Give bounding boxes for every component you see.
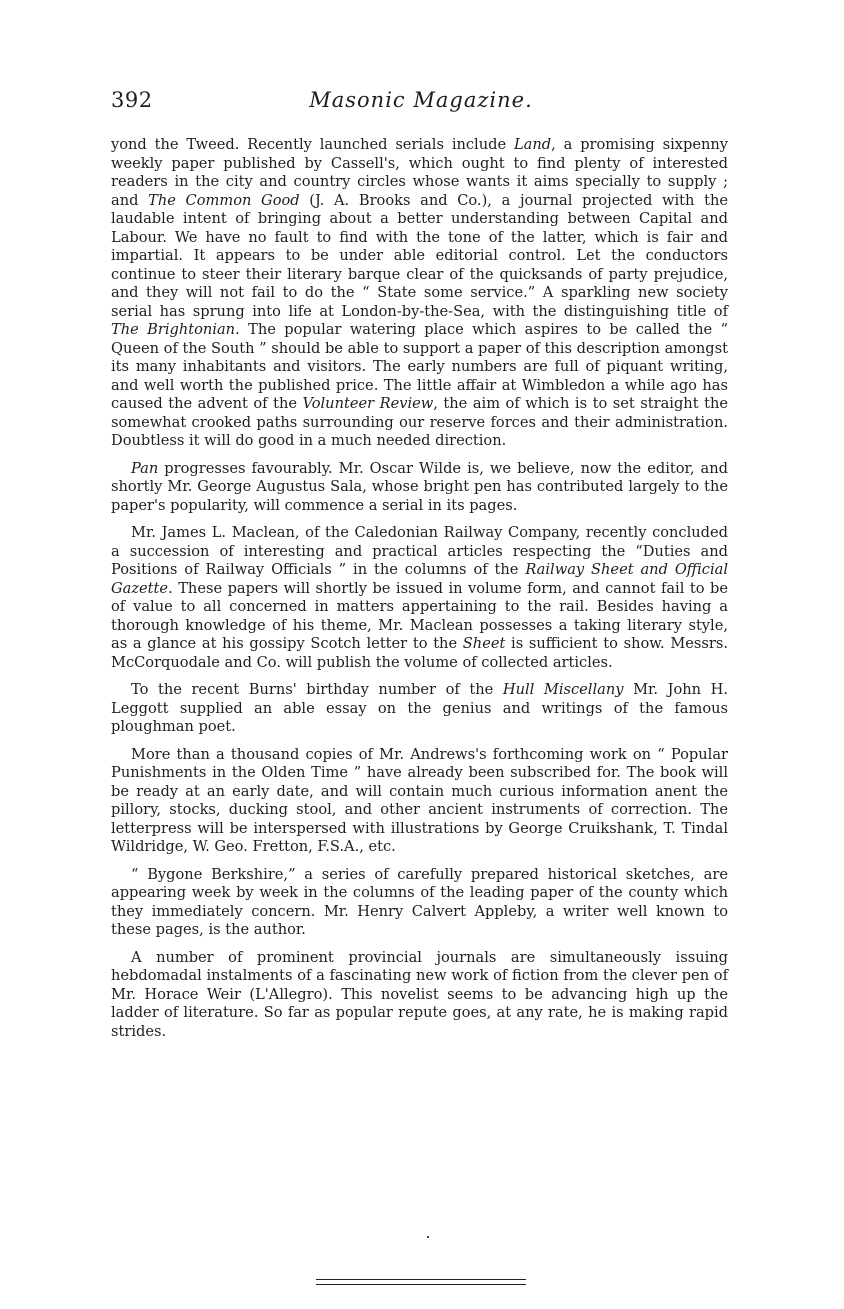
paragraph-text: is sufficient to show. Messrs. McCorquodale and Co. will publish the volume of collected articles. — [111, 635, 729, 671]
paragraph — [111, 746, 728, 857]
paragraph-text: “ Bygone Berkshire,” a series of carefully prepared historical sketches, are appearing week by week in the columns of the leading paper of the county which they immediately concern. Mr. Henry Calvert Appleby, a writer well known to these pages, is the author. — [111, 865, 728, 938]
paragraph-text: . These papers will shortly be issued in volume form, and cannot fail to be of value to all concerned in matters appertaining to the rail. Besides having a thorough knowledge of his theme, Mr. Maclean possesses a taking literary style, as a glance at his gossipy Scotch letter to the — [111, 579, 728, 652]
paragraph-text: (J. A. Brooks and Co.), a journal projected with the laudable intent of bringing about a better understanding between Capital and Labour. We have no fault to find with the tone of the latter, which is fair and impartial. It appears to be under able editorial control. Let the conductors continue to steer their literary barque clear of the quicksands of party prejudice, and they will not fail to do the “ State some service.” A sparkling new society serial has sprung into life at London-by-the-Sea, with the distinguishing title of — [111, 191, 729, 320]
italic-title-text: Pan — [131, 459, 159, 477]
end-rule-bottom — [316, 1284, 526, 1285]
paragraph — [111, 524, 728, 672]
paragraph — [111, 681, 728, 737]
paragraph-text: Mr. James L. Maclean, of the Caledonian Railway Company, recently concluded a succession of interesting and practical articles respecting the “Duties and Positions of Railway Officials ” in the columns of the — [111, 524, 728, 578]
italic-title-text: Sheet — [462, 635, 506, 652]
paragraph-text: . The popular watering place which aspires to be called the “ Queen of the South ” should be able to support a paper of this description amongst its many inhabitants and visitors. The early numbers are full of piquant writing, and well worth the published price. The little affair at Wimbledon a while ago has caused the advent of the — [111, 321, 728, 412]
paragraph-text: , a promising sixpenny weekly paper published by Cassell's, which ought to find plenty of interested readers in the city and country circles whose wants it aims specially to supply ; and — [111, 136, 728, 209]
italic-title-text: The Brightonian — [111, 321, 236, 338]
paragraph — [111, 949, 728, 1042]
ink-speck — [427, 1236, 429, 1238]
italic-title-text: Land — [513, 136, 552, 153]
paragraph-text: progresses favourably. Mr. Oscar Wilde is, we believe, now the editor, and shortly Mr. George Augustus Sala, whose bright pen has contributed largely to the paper's popularity, will commence a serial in its pages. — [111, 459, 728, 514]
italic-title-text: The Common Good — [148, 191, 300, 209]
article-body — [111, 136, 728, 1050]
paragraph-text: , the aim of which is to set straight the somewhat crooked paths surrounding our reserve forces and their administration. Doubtless it will do good in a much needed direction. — [111, 395, 728, 449]
italic-title-text: Railway Sheet and Official Gazette — [111, 561, 728, 597]
page-header — [111, 88, 731, 120]
italic-title-text: Volunteer Review — [302, 395, 434, 412]
running-title: Masonic Magazine. — [309, 88, 533, 112]
end-rule-top — [316, 1279, 526, 1280]
paragraph — [111, 460, 728, 516]
paragraph-text: To the recent Burns' birthday number of the — [131, 681, 503, 698]
paragraph — [111, 136, 728, 451]
italic-title-text: Hull Miscellany — [502, 681, 624, 698]
paragraph-text: Mr. John H. Leggott supplied an able essay on the genius and writings of the famous ploughman poet. — [111, 681, 728, 735]
paragraph-text: yond the Tweed. Recently launched serials include — [111, 136, 514, 153]
page-number: 392 — [111, 88, 153, 112]
paragraph-text: More than a thousand copies of Mr. Andrews's forthcoming work on “ Popular Punishments in the Olden Time ” have already been subscribed for. The book will be ready at an early date, and will contain much curious information anent the pillory, stocks, ducking stool, and other ancient instruments of correction. The letterpress will be interspersed with illustrations by George Cruikshank, T. Tindal Wildridge, W. Geo. Fretton, F.S.A., etc. — [111, 745, 728, 855]
paragraph-text: A number of prominent provincial journals are simultaneously issuing hebdomadal instalments of a fascinating new work of fiction from the clever pen of Mr. Horace Weir (L'Allegro). This novelist seems to be advancing high up the ladder of literature. So far as popular repute goes, at any rate, he is making rapid strides. — [111, 948, 728, 1040]
paragraph — [111, 866, 728, 940]
